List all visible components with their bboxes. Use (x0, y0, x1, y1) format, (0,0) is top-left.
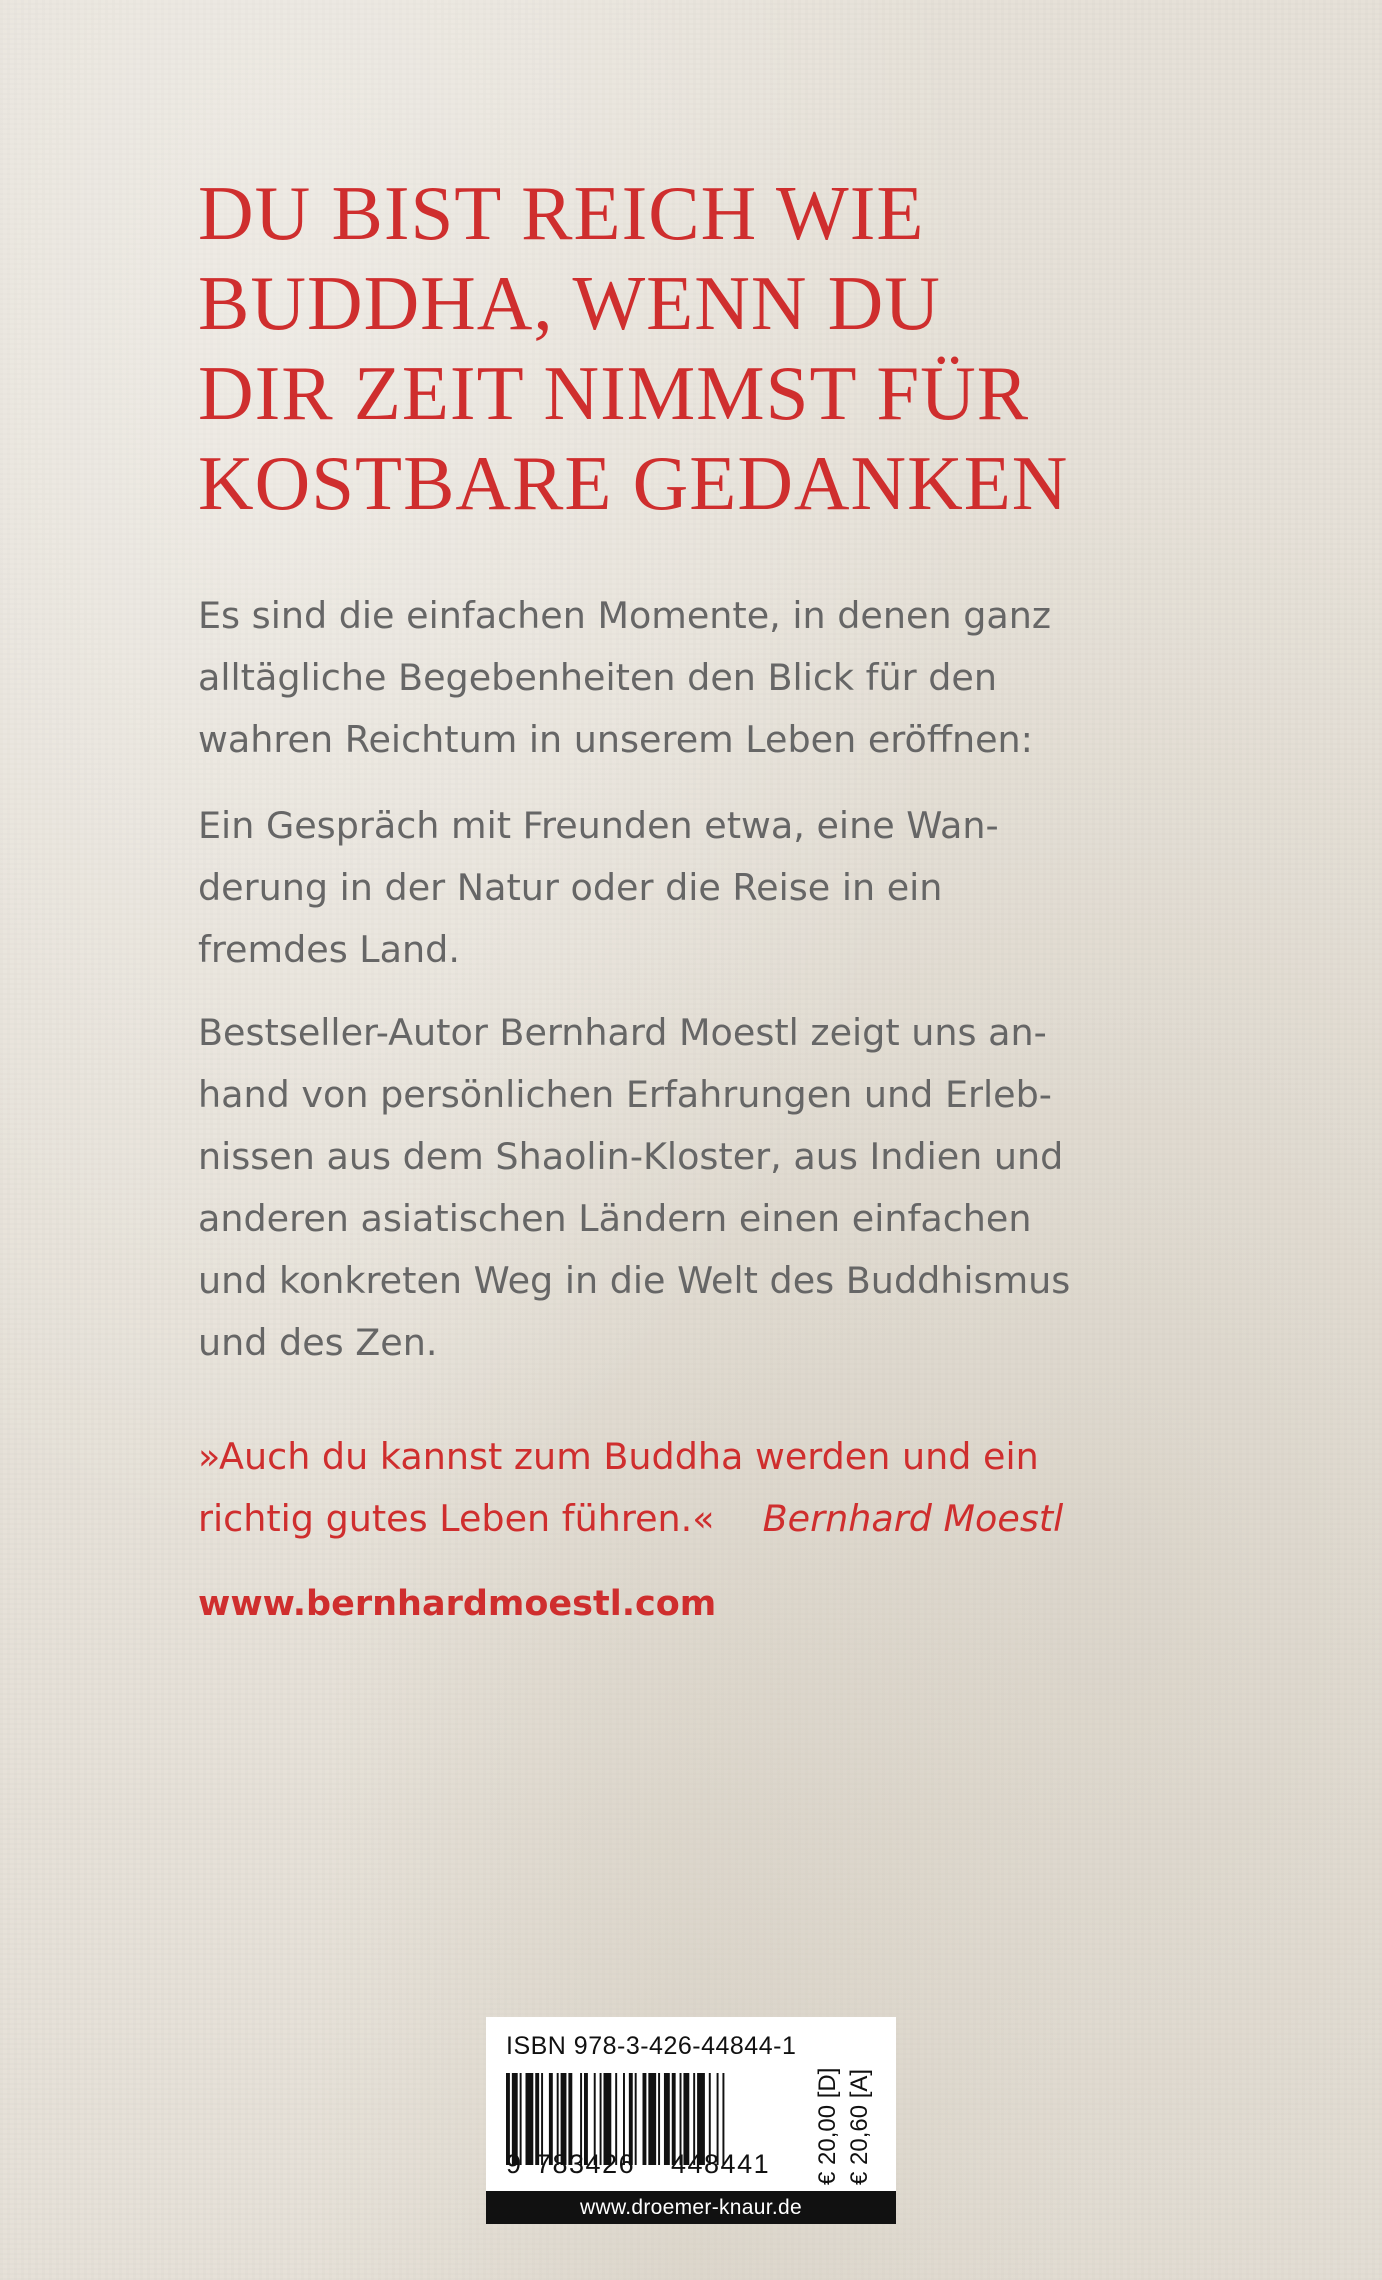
quote-author: Bernhard Moestl (762, 1497, 1064, 1540)
headline (198, 168, 1298, 528)
paragraph-line: hand von persönlichen Erfahrungen und Erleb- (198, 1073, 1052, 1116)
paragraph-line: derung in der Natur oder die Reise in ein (198, 866, 943, 909)
quote-line: richtig gutes Leben führen.« (198, 1497, 715, 1540)
paragraph-author-description (198, 1002, 1218, 1374)
price-austria: € 20,60 [A] (846, 2068, 873, 2185)
barcode-digit-lead: 9 (506, 2149, 523, 2179)
headline-line: BUDDHA, WENN DU (198, 260, 941, 346)
barcode-digits-left: 783426 (536, 2149, 636, 2179)
price-germany: € 20,00 [D] (814, 2067, 841, 2185)
paragraph-line: fremdes Land. (198, 928, 460, 971)
paragraph-examples (198, 795, 1218, 981)
paragraph-line: alltägliche Begebenheiten den Blick für den (198, 656, 997, 699)
paragraph-line: Ein Gespräch mit Freunden etwa, eine Wan- (198, 804, 999, 847)
paragraph-line: wahren Reichtum in unserem Leben eröffnen: (198, 718, 1033, 761)
barcode-digits (486, 2149, 806, 2179)
quote-line: »Auch du kannst zum Buddha werden und ein (198, 1435, 1039, 1478)
paragraph-intro (198, 585, 1218, 771)
isbn-label: ISBN 978-3-426-44844-1 (506, 2032, 797, 2060)
barcode-label (486, 2017, 896, 2224)
paragraph-line: und des Zen. (198, 1321, 438, 1364)
author-quote (198, 1426, 1298, 1550)
author-website-link[interactable]: www.bernhardmoestl.com (198, 1584, 717, 1624)
quote-line-with-author (198, 1488, 1298, 1550)
paragraph-line: Bestseller-Autor Bernhard Moestl zeigt uns an- (198, 1011, 1047, 1054)
headline-line: DIR ZEIT NIMMST FÜR (198, 350, 1030, 436)
paragraph-line: und konkreten Weg in die Welt des Buddhismus (198, 1259, 1071, 1302)
publisher-website-link[interactable]: www.droemer-knaur.de (486, 2191, 896, 2224)
barcode-digits-right: 448441 (671, 2149, 771, 2179)
headline-line: DU BIST REICH WIE (198, 170, 925, 256)
paragraph-line: Es sind die einfachen Momente, in denen ganz (198, 594, 1052, 637)
paragraph-line: nissen aus dem Shaolin-Kloster, aus Indien und (198, 1135, 1064, 1178)
headline-line: KOSTBARE GEDANKEN (198, 440, 1069, 526)
paragraph-line: anderen asiatischen Ländern einen einfachen (198, 1197, 1032, 1240)
